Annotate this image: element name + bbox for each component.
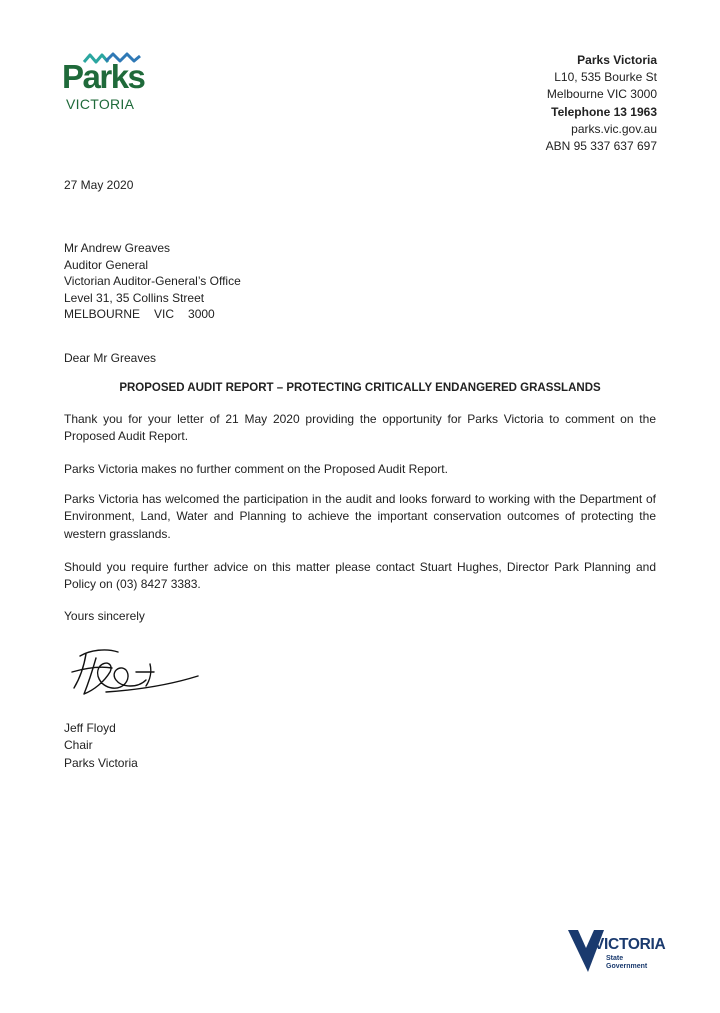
recipient-office: Victorian Auditor-General’s Office bbox=[64, 274, 241, 288]
signature bbox=[66, 642, 206, 704]
sender-address-line-1: L10, 535 Bourke St bbox=[554, 70, 657, 85]
signatory-block bbox=[64, 720, 138, 772]
recipient-name: Mr Andrew Greaves bbox=[64, 241, 171, 255]
signatory-name: Jeff Floyd bbox=[64, 721, 116, 735]
closing: Yours sincerely bbox=[64, 609, 145, 623]
signatory-role: Chair bbox=[64, 738, 93, 753]
body-paragraph-3: Parks Victoria has welcomed the participation in the audit and looks forward to working with the Department of Environment, Land, Water and Planning to achieve the important conservation outcomes of protecting the western grasslands. bbox=[64, 492, 656, 541]
vic-logo-subtext bbox=[606, 955, 647, 971]
parks-victoria-logo bbox=[62, 50, 172, 116]
salutation: Dear Mr Greaves bbox=[64, 351, 157, 365]
vic-logo-line-2: Government bbox=[606, 963, 648, 970]
body-paragraph-4: Should you require further advice on this matter please contact Stuart Hughes, Director Park Planning and Policy on (03) 8427 3383. bbox=[64, 560, 656, 592]
recipient-title: Auditor General bbox=[64, 257, 149, 272]
sender-address-line-2: Melbourne VIC 3000 bbox=[546, 87, 657, 102]
sender-name: Parks Victoria bbox=[577, 53, 657, 67]
recipient-state: VIC bbox=[154, 307, 175, 321]
recipient-address-block bbox=[64, 240, 241, 323]
body-paragraph-2: Parks Victoria makes no further comment on the Proposed Audit Report. bbox=[64, 462, 448, 476]
recipient-postcode: 3000 bbox=[188, 307, 215, 321]
recipient-street: Level 31, 35 Collins Street bbox=[64, 290, 205, 305]
victoria-state-government-logo bbox=[566, 928, 666, 978]
sender-abn: ABN 95 337 637 697 bbox=[545, 139, 657, 154]
letter-date: 27 May 2020 bbox=[64, 178, 134, 192]
body-paragraph-1: Thank you for your letter of 21 May 2020 providing the opportunity for Parks Victoria to comment on the Proposed Audit Report. bbox=[64, 412, 656, 444]
sender-telephone: Telephone 13 1963 bbox=[551, 104, 657, 119]
subject-heading: PROPOSED AUDIT REPORT – PROTECTING CRITICALLY ENDANGERED GRASSLANDS bbox=[119, 382, 601, 394]
logo-subword: VICTORIA bbox=[66, 96, 135, 112]
recipient-city-line bbox=[64, 306, 241, 323]
vic-logo-line-1: State bbox=[606, 955, 624, 962]
sender-website: parks.vic.gov.au bbox=[571, 121, 657, 136]
recipient-city: MELBOURNE bbox=[64, 307, 141, 321]
vic-logo-word: VICTORIA bbox=[594, 936, 666, 953]
sender-address-block bbox=[546, 52, 657, 155]
logo-word: Parks bbox=[62, 58, 145, 95]
signatory-organisation: Parks Victoria bbox=[64, 755, 138, 770]
